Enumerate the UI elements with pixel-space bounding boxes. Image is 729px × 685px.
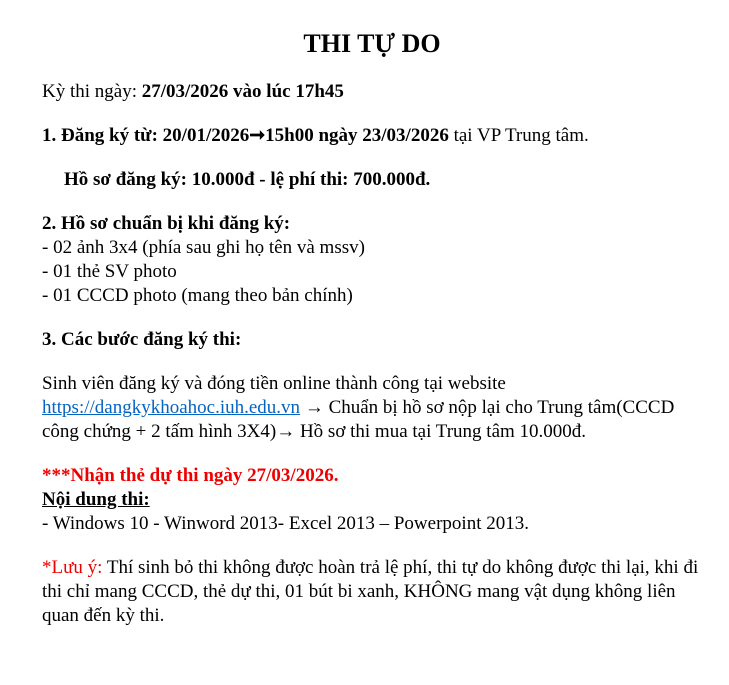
registration-period-end: 15h00 ngày 23/03/2026 [265, 125, 449, 146]
registration-period-line [42, 124, 702, 148]
exam-date-line [42, 80, 702, 104]
notice-card-line [42, 464, 702, 488]
steps-text-before-link: Sinh viên đăng ký và đóng tiền online thành công tại website [42, 373, 506, 394]
steps-paragraph [42, 372, 702, 444]
list-item: - 01 CCCD photo (mang theo bản chính) [42, 285, 353, 306]
note-text: Thí sinh bỏ thi không được hoàn trả lệ phí, thi tự do không được thi lại, khi đi thi chỉ mang CCCD, thẻ dự thi, 01 bút bi xanh, KHÔNG mang vật dụng không liên quan đến kỳ thi. [42, 557, 699, 626]
exam-date-value: 27/03/2026 vào lúc 17h45 [141, 81, 344, 102]
registration-period-start: 1. Đăng ký từ: 20/01/2026 [42, 125, 250, 146]
note-label: *Lưu ý: [42, 557, 103, 578]
right-arrow-icon: ➞ [249, 125, 266, 146]
notice-card-text: ***Nhận thẻ dự thi ngày 27/03/2026. [42, 465, 339, 486]
documents-heading [42, 212, 702, 236]
documents-section [42, 212, 702, 308]
registration-location: tại VP Trung tâm. [448, 125, 589, 146]
fees-line [42, 168, 702, 192]
steps-text-after-link: → Chuẩn bị hồ sơ nộp lại cho Trung tâm(CCCD công chứng + 2 tấm hình 3X4)→ Hồ sơ thi mua tại Trung tâm 10.000đ. [42, 397, 675, 442]
list-item: - 01 thẻ SV photo [42, 261, 177, 282]
list-item: - 02 ảnh 3x4 (phía sau ghi họ tên và mssv) [42, 237, 365, 258]
registration-website-link[interactable]: https://dangkykhoahoc.iuh.edu.vn [42, 397, 301, 418]
fees-text: Hồ sơ đăng ký: 10.000đ - lệ phí thi: 700.000đ. [64, 169, 431, 190]
documents-heading-text: 2. Hồ sơ chuẩn bị khi đăng ký: [42, 213, 291, 234]
steps-heading-text: 3. Các bước đăng ký thi: [42, 329, 242, 350]
page-title: THI TỰ DO [303, 29, 441, 58]
steps-heading [42, 328, 702, 352]
document-page [42, 28, 702, 628]
note-paragraph [42, 556, 702, 628]
content-heading-text: Nội dung thi: [42, 489, 150, 510]
content-heading [42, 488, 702, 512]
content-text: - Windows 10 - Winword 2013- Excel 2013 – Powerpoint 2013. [42, 513, 529, 534]
exam-date-label: Kỳ thi ngày: [42, 81, 142, 102]
